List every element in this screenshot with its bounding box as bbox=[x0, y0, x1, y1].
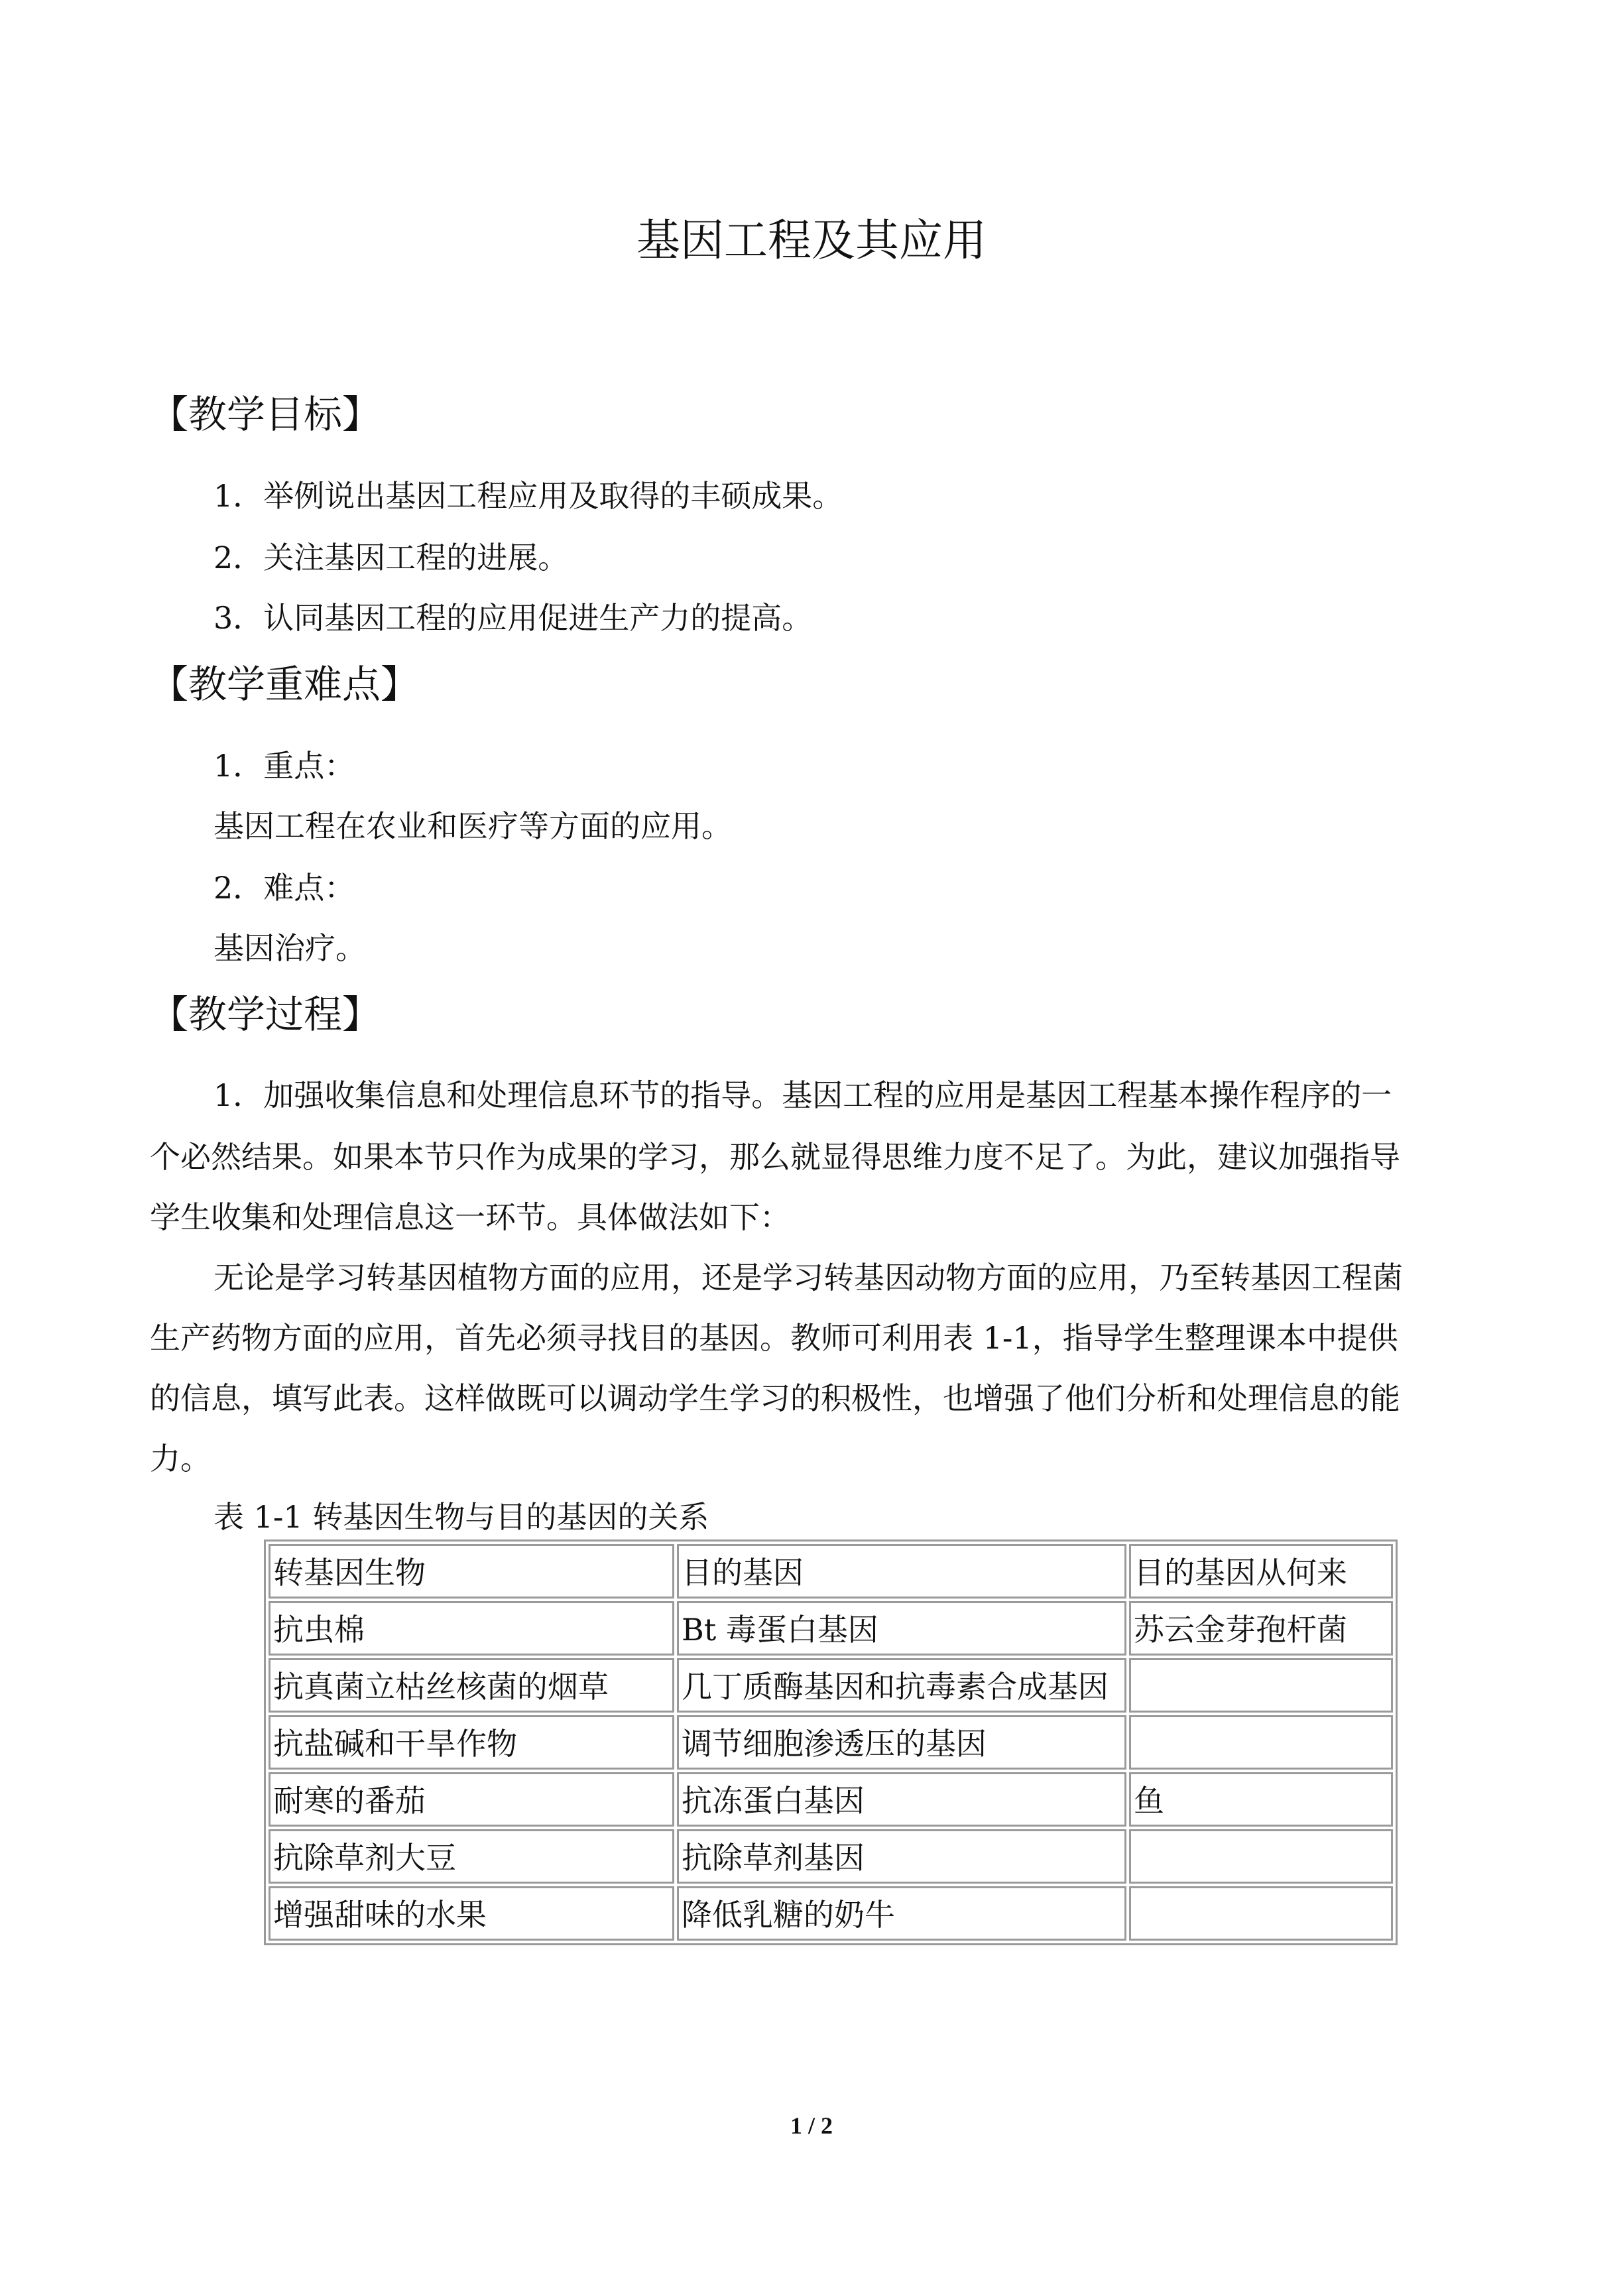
table-cell: Bt 毒蛋白基因 bbox=[677, 1601, 1126, 1656]
process-para2-line1: 无论是学习转基因植物方面的应用，还是学习转基因动物方面的应用，乃至转基因工程菌 bbox=[213, 1260, 1403, 1296]
difficult-point-label: 2．难点： bbox=[213, 870, 355, 906]
table-cell: 抗虫棉 bbox=[269, 1601, 674, 1656]
header-gene-source: 目的基因从何来 bbox=[1129, 1544, 1393, 1599]
key-point-label: 1．重点： bbox=[213, 748, 355, 784]
table-cell bbox=[1129, 1658, 1393, 1713]
table-cell: 几丁质酶基因和抗毒素合成基因 bbox=[677, 1658, 1126, 1713]
table-row bbox=[269, 1601, 1393, 1656]
table-row bbox=[269, 1715, 1393, 1770]
table-cell: 增强甜味的水果 bbox=[269, 1886, 674, 1941]
table-cell: 调节细胞渗透压的基因 bbox=[677, 1715, 1126, 1770]
table-cell: 抗冻蛋白基因 bbox=[677, 1772, 1126, 1827]
table-row bbox=[269, 1886, 1393, 1941]
key-point-text: 基因工程在农业和医疗等方面的应用。 bbox=[213, 808, 732, 844]
header-target-gene: 目的基因 bbox=[677, 1544, 1126, 1599]
table-header-row bbox=[269, 1544, 1393, 1599]
process-para1-line1: 1．加强收集信息和处理信息环节的指导。基因工程的应用是基因工程基本操作程序的一 bbox=[213, 1077, 1392, 1113]
table-row bbox=[269, 1829, 1393, 1884]
table-cell: 苏云金芽孢杆菌 bbox=[1129, 1601, 1393, 1656]
table-cell: 降低乳糖的奶牛 bbox=[677, 1886, 1126, 1941]
table-cell: 抗盐碱和干旱作物 bbox=[269, 1715, 674, 1770]
table-cell bbox=[1129, 1715, 1393, 1770]
objective-item-1: 1．举例说出基因工程应用及取得的丰硕成果。 bbox=[213, 478, 843, 514]
table-cell: 抗真菌立枯丝核菌的烟草 bbox=[269, 1658, 674, 1713]
header-transgenic-organism: 转基因生物 bbox=[269, 1544, 674, 1599]
table-cell: 抗除草剂基因 bbox=[677, 1829, 1126, 1884]
document-title: 基因工程及其应用 bbox=[636, 215, 987, 266]
table-cell bbox=[1129, 1829, 1393, 1884]
table-row bbox=[269, 1772, 1393, 1827]
table-cell: 鱼 bbox=[1129, 1772, 1393, 1827]
key-points-heading: 【教学重难点】 bbox=[150, 662, 420, 707]
process-para1-line2: 个必然结果。如果本节只作为成果的学习，那么就显得思维力度不足了。为此，建议加强指导 bbox=[150, 1139, 1400, 1175]
objective-item-2: 2．关注基因工程的进展。 bbox=[213, 540, 569, 575]
table-caption: 表 1-1 转基因生物与目的基因的关系 bbox=[213, 1499, 709, 1535]
table-row bbox=[269, 1658, 1393, 1713]
process-para1-line3: 学生收集和处理信息这一环节。具体做法如下： bbox=[150, 1199, 790, 1235]
table-cell: 抗除草剂大豆 bbox=[269, 1829, 674, 1884]
objectives-heading: 【教学目标】 bbox=[150, 392, 381, 437]
process-para2-line2: 生产药物方面的应用，首先必须寻找目的基因。教师可利用表 1-1，指导学生整理课本中提供 bbox=[150, 1320, 1398, 1356]
process-heading: 【教学过程】 bbox=[150, 992, 381, 1037]
table-cell bbox=[1129, 1886, 1393, 1941]
difficult-point-text: 基因治疗。 bbox=[213, 930, 366, 966]
gene-relation-table bbox=[264, 1540, 1398, 1945]
process-para2-line3: 的信息，填写此表。这样做既可以调动学生学习的积极性，也增强了他们分析和处理信息的能 bbox=[150, 1380, 1400, 1416]
page-number: 1 / 2 bbox=[790, 2112, 833, 2139]
table-cell: 耐寒的番茄 bbox=[269, 1772, 674, 1827]
objective-item-3: 3．认同基因工程的应用促进生产力的提高。 bbox=[213, 600, 813, 636]
process-para2-line4: 力。 bbox=[150, 1441, 211, 1477]
